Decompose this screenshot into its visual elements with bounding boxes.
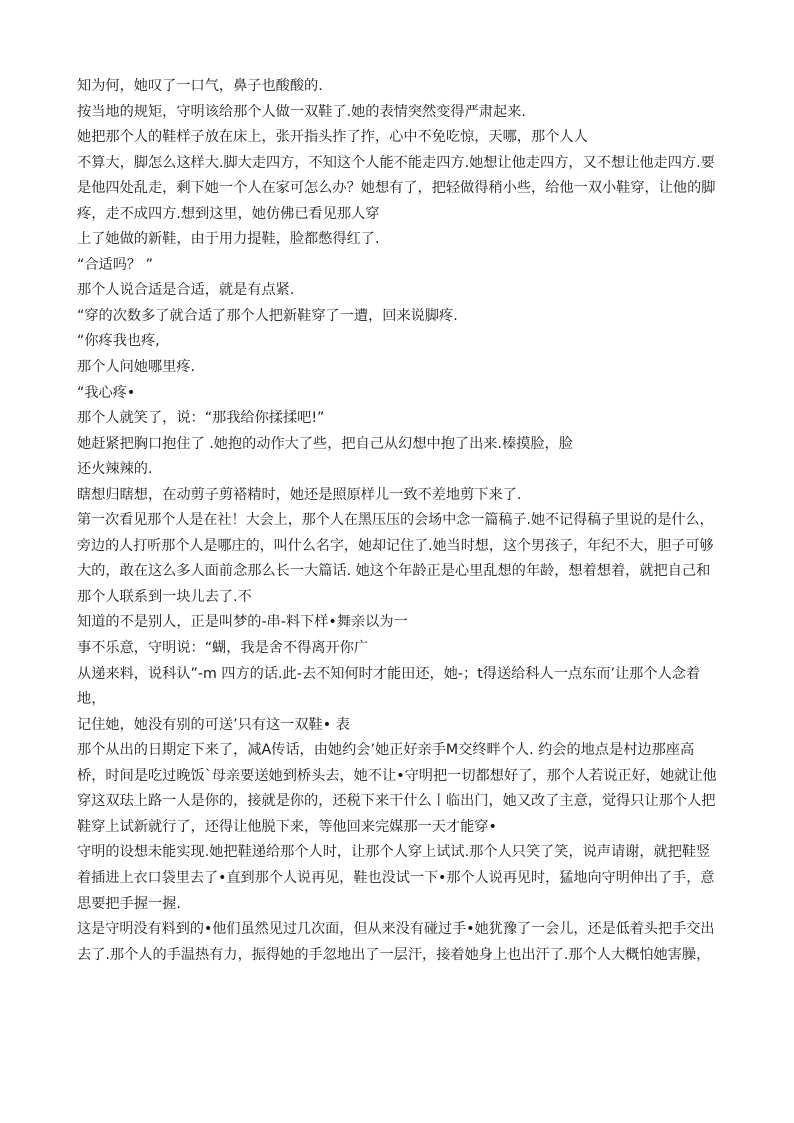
text-line: 思要把手握一握. xyxy=(77,895,181,912)
text-line: 地， xyxy=(77,691,106,708)
text-line: 桥，时间是吃过晚饭`母亲要送她到桥头去，她不让•守明把一切都想好了，那个人若说正好，她就让他 xyxy=(77,767,717,784)
text-line: 那个人就笑了，说：“那我给你揉揉吧!” xyxy=(77,410,325,427)
text-line: 去了.那个人的手温热有力，振得她的手忽地出了一层汗，接着她身上也出汗了.那个人大概怕她害臊， xyxy=(77,946,711,963)
text-line: 疼，走不成四方.想到这里，她仿佛已看见那人穿 xyxy=(77,205,380,222)
text-line: 瞎想归瞎想，在动剪子剪褡精时，她还是照原样儿一致不差地剪下来了. xyxy=(77,486,522,503)
text-line: 着插进上衣口袋里去了•直到那个人说再见，鞋也没试一下•那个人说再见时，猛地向守明伸出了手，意 xyxy=(77,869,715,886)
text-line: 那个人说合适是合适，就是有点紧. xyxy=(77,282,295,299)
text-line: 从递来料，说科认”-m 四方的话.此-去不知何时才能田还，她-；t得送给科人一点东而’让那个人念着 xyxy=(77,665,701,682)
text-line: 守明的设想未能实现.她把鞋递给那个人时，让那个人穿上试试.那个人只笑了笑，说声请谢，就把鞋竖 xyxy=(77,844,711,861)
text-line: “我心疼• xyxy=(77,384,136,401)
text-line: 穿这双珐上路一人是你的，接就是你的，还税下来干什么丨临出门，她又改了主意，觉得只让那个人把 xyxy=(77,793,716,810)
text-line: 她赶紧把胸口抱住了 .她抱的动作大了些，把自己从幻想中抱了出来.榛摸脸，脸 xyxy=(77,435,573,452)
text-line: 那个人联系到一块儿去了.不 xyxy=(77,588,252,605)
text-line: 知为何，她叹了一口气，鼻子也酸酸的. xyxy=(77,78,323,94)
text-line: 鞋穿上试新就行了，还得让他脱下来，等他回来完媒那一天才能穿• xyxy=(77,818,497,835)
text-line: 旁边的人打听那个人是哪庄的，叫什么名字，她却记住了.她当时想，这个男孩子，年纪不大，胆子可够 xyxy=(77,537,714,554)
text-line: 按当地的规矩，守明该给那个人做一双鞋了.她的表情突然变得严肃起来. xyxy=(77,103,526,120)
text-line: 知道的不是别人，正是叫梦的-串-料下样•舞亲以为一 xyxy=(77,614,408,631)
text-line: 事不乐意，守明说：“蝴，我是舍不得离开你广 xyxy=(77,640,369,657)
text-line: “合适吗？ ” xyxy=(77,256,153,273)
text-line: 那个从出的日期定下来了，减A传话，由她约会’她正好亲手M交终畔个人. 约会的地点是村边那座高 xyxy=(77,742,695,759)
text-line: 那个人问她哪里疼. xyxy=(77,359,196,376)
text-line: 不算大，脚怎么这样大.脚大走四方，不知这个人能不能走四方.她想让他走四方，又不想让他走四方.要 xyxy=(77,154,715,171)
text-line: 是他四处乱走，剩下她一个人在家可怎么办？她想有了，把轻做得稍小些，给他一双小鞋穿，让他的脚 xyxy=(77,180,716,197)
text-line: 第一次看见那个人是在社！大会上，那个人在黑压压的会场中念一篇稿子.她不记得稿子里说的是什么， xyxy=(77,512,714,529)
text-line: 她把那个人的鞋样子放在床上，张开指头拃了拃，心中不免吃惊，天哪，那个人人 xyxy=(77,129,588,146)
text-line: “你疼我也疼, xyxy=(77,333,160,350)
text-line: 记住她，她没有别的可送’只有这一双鞋• 表 xyxy=(77,716,350,733)
text-line: 还火辣辣的. xyxy=(77,461,153,478)
text-line: 大的，敢在这么多人面前念那么长一大篇话. 她这个年龄正是心里乱想的年龄，想着想着，就把自己和 xyxy=(77,563,711,580)
body-text xyxy=(77,74,717,968)
text-line: 上了她做的新鞋，由于用力提鞋，脸都憋得红了. xyxy=(77,231,380,248)
text-line: 这是守明没有料到的•他们虽然见过几次面，但从来没有碰过手•她犹豫了一会儿，还是低着头把手交出 xyxy=(77,921,715,938)
text-line: “穿的次数多了就合适了那个人把新鞋穿了一遭，回来说脚疼. xyxy=(77,307,458,324)
